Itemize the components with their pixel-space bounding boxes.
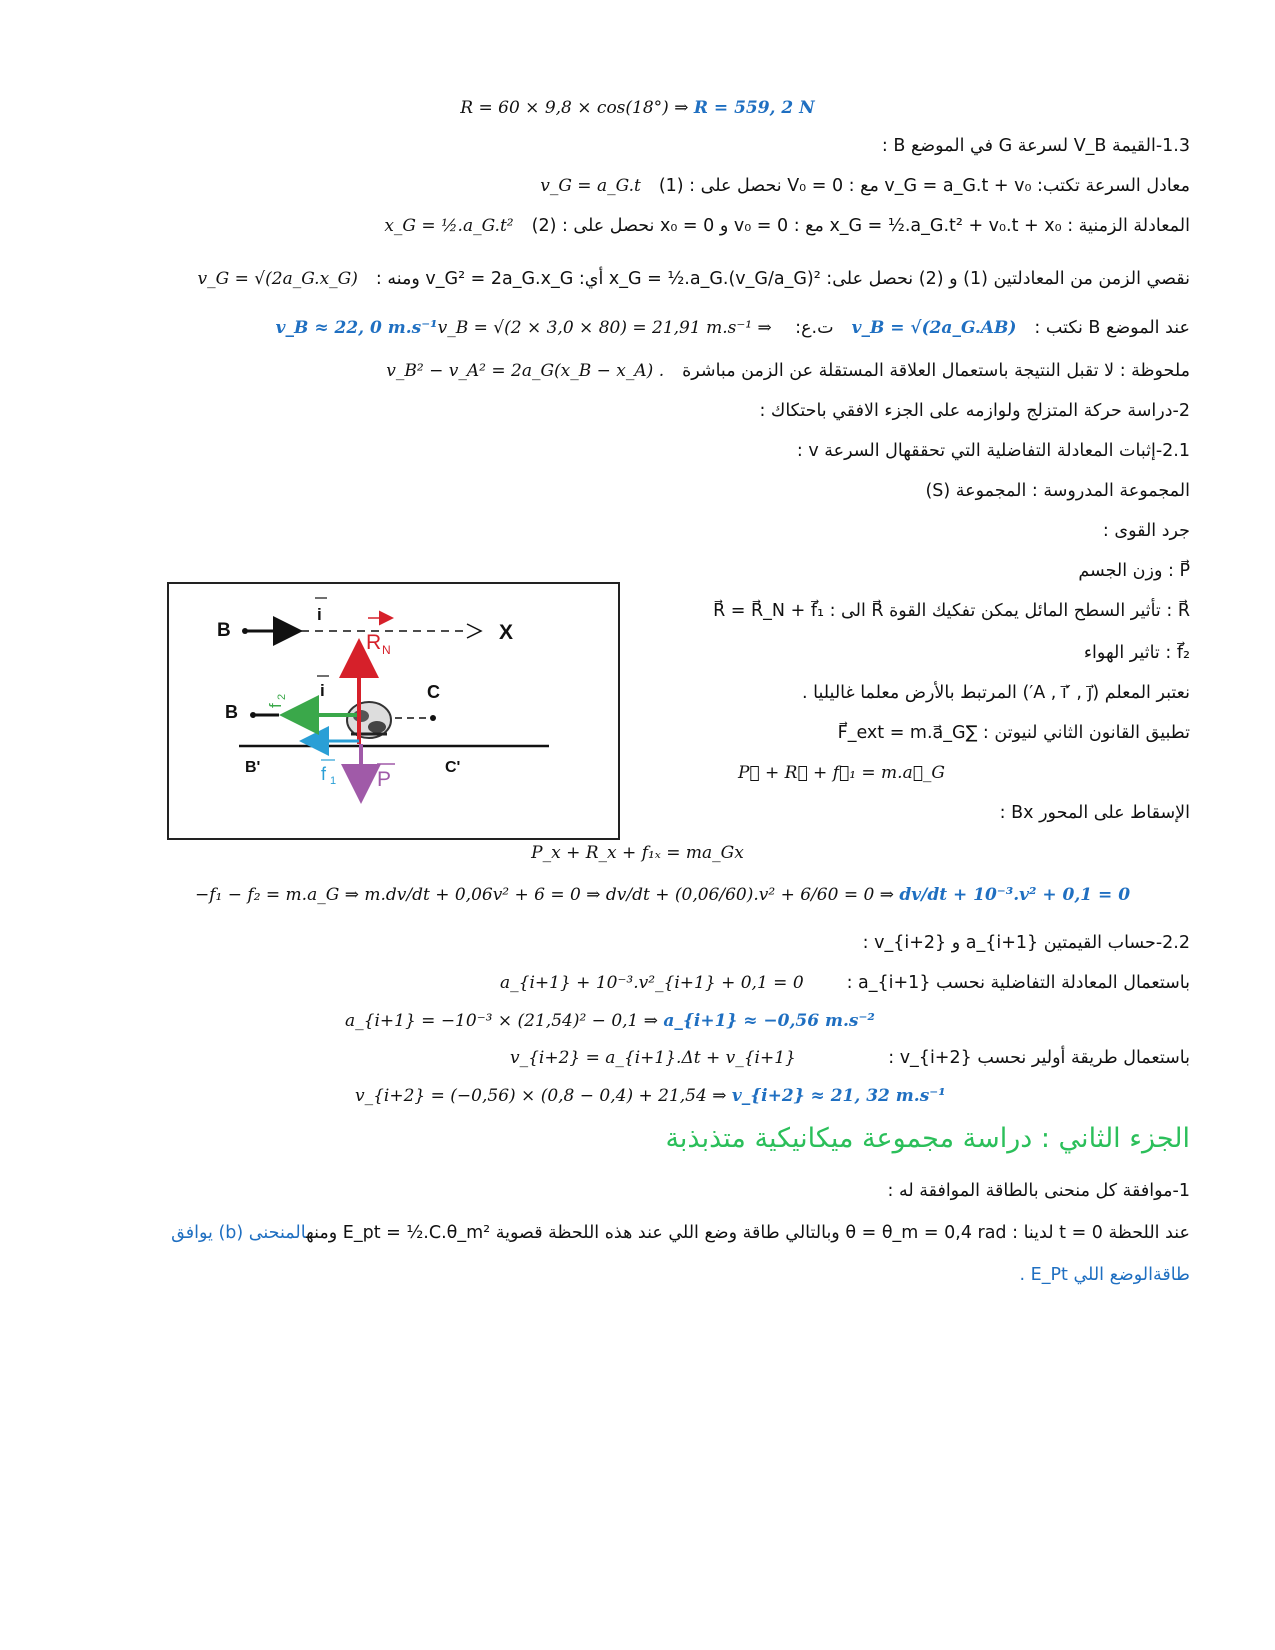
label-b-top: B bbox=[217, 620, 231, 641]
v-calculation: v_{i+2} = (−0,56) × (0,8 − 0,4) + 21,54 ⇒ bbox=[355, 1086, 732, 1106]
label-rn-sub: N bbox=[382, 643, 391, 657]
label-b-mid: B bbox=[225, 702, 238, 722]
compute-a-text: باستعمال المعادلة التفاضلية نحسب a_{i+1} : bbox=[846, 973, 1190, 993]
label-f2-group bbox=[266, 694, 288, 708]
line-1 bbox=[0, 95, 1275, 121]
label-f2-sub: 2 bbox=[276, 693, 288, 700]
line-24-eq bbox=[510, 1045, 796, 1071]
label-p: P bbox=[377, 768, 392, 791]
line-17 bbox=[738, 760, 945, 786]
eliminate-time-text: نقصي الزمن من المعادلتين (1) و (2) نحصل على: x_G = ½.a_G.(v_G/a_G)² أي: v_G² = 2a_G.x_G ومنه : bbox=[375, 269, 1190, 289]
note-equation: v_B² − v_A² = 2a_G(x_B − x_A) . bbox=[386, 361, 665, 381]
skier-shape bbox=[347, 702, 391, 738]
line-12 bbox=[1078, 558, 1190, 584]
vg-sqrt-equation: v_G = √(2a_G.x_G) bbox=[197, 269, 358, 289]
velocity-equation-text: معادل السرعة تكتب: v_G = a_G.t + v₀ مع : V₀ = 0 نحصل على : (1) bbox=[658, 176, 1190, 196]
line-9 bbox=[797, 438, 1190, 464]
line-25 bbox=[355, 1083, 946, 1109]
label-f2: f bbox=[266, 703, 285, 708]
force-weight: P⃗ : وزن الجسم bbox=[1078, 561, 1190, 581]
differential-equation-result: dv/dt + 10⁻³.v² + 0,1 = 0 bbox=[899, 885, 1131, 905]
line-4 bbox=[384, 213, 1190, 239]
line-7 bbox=[386, 358, 1190, 384]
initial-instant-text: عند اللحظة t = 0 لدينا : θ = θ_m = 0,4 rad وبالتالي طاقة وضع اللي عند هذه اللحظة قصوية E_pt = ½.C.θ_m² ومنه bbox=[306, 1223, 1190, 1243]
line-20 bbox=[195, 882, 1130, 908]
section-1-3-title: 1.3-القيمة V_B لسرعة G في الموضع B : bbox=[881, 136, 1190, 156]
line-29 bbox=[1020, 1262, 1191, 1288]
reaction-result: R = 559, 2 N bbox=[693, 98, 815, 118]
vb-result: v_B ≈ 22, 0 m.s⁻¹ bbox=[275, 318, 438, 338]
line-18 bbox=[1000, 800, 1190, 826]
line-10 bbox=[925, 478, 1190, 504]
label-c: C bbox=[427, 682, 440, 702]
label-x: X bbox=[499, 621, 514, 644]
velocity-equation: v_G = a_G.t bbox=[540, 176, 641, 196]
a-calculation: a_{i+1} = −10⁻³ × (21,54)² − 0,1 ⇒ bbox=[345, 1011, 664, 1031]
v-result: v_{i+2} ≈ 21, 32 m.s⁻¹ bbox=[731, 1086, 946, 1106]
curve-energy-title: 1-موافقة كل منحنى بالطاقة الموافقة له : bbox=[887, 1181, 1190, 1201]
differential-derivation: −f₁ − f₂ = m.a_G ⇒ m.dv/dt + 0,06v² + 6 = 0 ⇒ dv/dt + (0,06/60).v² + 6/60 = 0 ⇒ bbox=[195, 885, 900, 905]
x-axis bbox=[242, 624, 481, 638]
force-reaction: R⃗ : تأثير السطح المائل يمكن تفكيك القوة R⃗ الى : R⃗ = R⃗_N + f⃗₁ bbox=[713, 601, 1190, 621]
line-21 bbox=[863, 930, 1190, 956]
studied-system: المجموعة المدروسة : المجموعة (S) bbox=[925, 481, 1190, 501]
a-result: a_{i+1} ≈ −0,56 m.s⁻² bbox=[663, 1011, 875, 1031]
forces-diagram bbox=[167, 582, 620, 840]
line-3 bbox=[540, 173, 1190, 199]
forces-inventory: جرد القوى : bbox=[1102, 521, 1190, 541]
label-i-mid: i bbox=[320, 681, 325, 700]
curve-b-match: المنحنى (b) يوافق bbox=[171, 1223, 307, 1243]
time-equation: x_G = ½.a_G.t² bbox=[384, 216, 514, 236]
label-f1-sub: 1 bbox=[330, 775, 337, 787]
line-2 bbox=[882, 133, 1190, 159]
euler-equation: v_{i+2} = a_{i+1}.Δt + v_{i+1} bbox=[510, 1048, 796, 1068]
part-two-title: الجزء الثاني : دراسة مجموعة ميكانيكية متذبذبة bbox=[665, 1123, 1190, 1154]
label-i-top: i bbox=[317, 605, 322, 624]
reaction-equation: R = 60 × 9,8 × cos(18°) ⇒ bbox=[460, 98, 694, 118]
numeric-app-label: ت.ع: bbox=[795, 318, 834, 338]
line-16 bbox=[838, 720, 1190, 746]
section-2-title: 2-دراسة حركة المتزلج ولوازمه على الجزء الافقي باحتكاك : bbox=[759, 401, 1190, 421]
label-rn: R bbox=[366, 631, 382, 654]
label-f1: f bbox=[321, 764, 327, 784]
force-air: f⃗₂ : تاثير الهواء bbox=[1083, 643, 1190, 663]
forces-diagram-svg bbox=[169, 584, 618, 838]
galilean-frame: نعتبر المعلم (A , i⃗′ , j⃗′) المرتبط بالأرض معلما غاليليا . bbox=[802, 683, 1190, 703]
section-2-1-title: 2.1-إثبات المعادلة التفاضلية التي تحققهال السرعة v : bbox=[796, 441, 1190, 461]
section-2-2-title: 2.2-حساب القيمتين a_{i+1} و v_{i+2} : bbox=[862, 933, 1190, 953]
line-22-eq bbox=[500, 970, 804, 996]
line-24-text bbox=[888, 1045, 1190, 1071]
vb-calculation: v_B = √(2 × 3,0 × 80) = 21,91 m.s⁻¹ ⇒ bbox=[437, 318, 778, 338]
line-27 bbox=[887, 1178, 1190, 1204]
line-6 bbox=[276, 315, 1190, 341]
line-15 bbox=[802, 680, 1190, 706]
line-22-text bbox=[847, 970, 1190, 996]
projection-equation: P_x + R_x + f₁ₓ = ma_Gx bbox=[531, 843, 744, 863]
projection-title: الإسقاط على المحور Bx : bbox=[999, 803, 1190, 823]
line-13 bbox=[713, 598, 1190, 624]
note-text: ملحوظة : لا تقبل النتيجة باستعمال العلاقة المستقلة عن الزمن مباشرة bbox=[682, 361, 1190, 381]
vector-sum-equation: P⃗ + R⃗ + f⃗₁ = m.a⃗_G bbox=[737, 763, 945, 783]
line-23 bbox=[345, 1008, 875, 1034]
line-8 bbox=[759, 398, 1190, 424]
compute-a-equation: a_{i+1} + 10⁻³.v²_{i+1} + 0,1 = 0 bbox=[500, 973, 804, 993]
position-b-text: عند الموضع B نكتب : bbox=[1034, 318, 1190, 338]
line-11 bbox=[1103, 518, 1190, 544]
label-b-prime: B' bbox=[245, 759, 261, 776]
line-19 bbox=[0, 840, 1275, 866]
label-c-prime: C' bbox=[445, 759, 461, 776]
line-5 bbox=[198, 266, 1190, 292]
line-28 bbox=[171, 1220, 1190, 1246]
part-two-heading bbox=[665, 1122, 1190, 1156]
newton-second-law: تطبيق القانون الثاني لنيوتن : ∑F⃗_ext = m.a⃗_G bbox=[837, 723, 1190, 743]
potential-energy-label: طاقةالوضع اللي E_Pt . bbox=[1019, 1265, 1190, 1285]
vb-formula: v_B = √(2a_G.AB) bbox=[851, 318, 1017, 338]
line-14 bbox=[1084, 640, 1190, 666]
euler-text: باستعمال طريقة أولير نحسب v_{i+2} : bbox=[888, 1048, 1190, 1068]
time-equation-text: المعادلة الزمنية : x_G = ½.a_G.t² + v₀.t + x₀ مع : v₀ = 0 و x₀ = 0 نحصل على : (2) bbox=[531, 216, 1190, 236]
